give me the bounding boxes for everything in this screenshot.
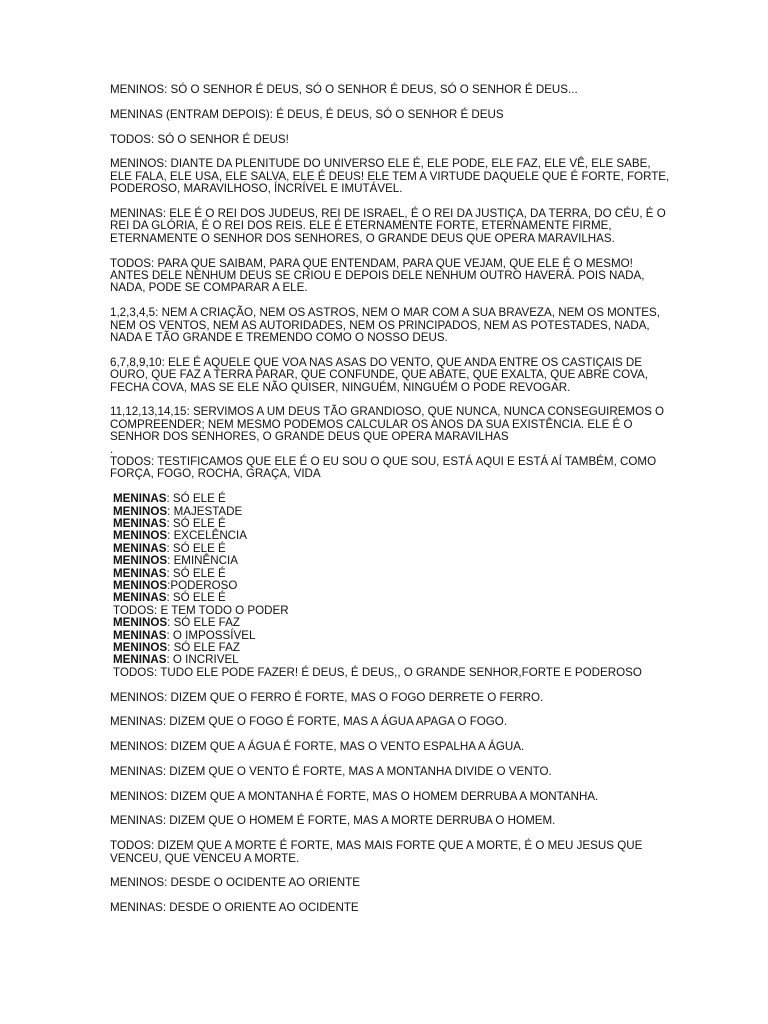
dialogue-text: SÓ ELE É <box>172 566 226 580</box>
speaker-separator: : <box>167 504 174 518</box>
speaker-separator: : <box>166 541 173 555</box>
speaker-separator: : <box>166 628 173 642</box>
speaker-separator: : <box>166 653 173 667</box>
speaker-separator: : <box>167 578 171 592</box>
speaker-label: MENINAS <box>113 492 167 506</box>
paragraph: MENINAS: DIZEM QUE O VENTO É FORTE, MAS A MONTANHA DIVIDE O VENTO. <box>110 764 552 778</box>
speaker-label: MENINAS <box>113 653 167 667</box>
paragraph: TODOS: SÓ O SENHOR É DEUS! <box>110 132 289 146</box>
dialogue-text: SÓ ELE É <box>172 492 226 506</box>
speaker-separator: : <box>167 529 174 543</box>
speaker-separator: : <box>166 517 173 531</box>
speaker-label: MENINAS <box>113 517 167 531</box>
speaker-separator: : <box>167 554 174 568</box>
dialogue-list <box>113 493 670 679</box>
paragraph: 11,12,13,14,15: SERVIMOS A UM DEUS TÃO GRANDIOSO, QUE NUNCA, NUNCA CONSEGUIREMOS O COMPREENDER; NEM MESMO PODEMOS CALCULAR OS ANOS DA SUA EXISTÊNCIA. ELE É O SENHOR DOS SENHORES, O GRANDE DEUS QUE OPERA MARAVILHAS <box>110 405 665 444</box>
speaker-label: MENINAS <box>113 591 167 605</box>
paragraph: MENINAS: DESDE O ORIENTE AO OCIDENTE <box>110 901 359 915</box>
speaker-label: MENINOS <box>113 529 168 543</box>
paragraph: 1,2,3,4,5: NEM A CRIAÇÃO, NEM OS ASTROS, NEM O MAR COM A SUA BRAVEZA, NEM OS MONTES, NEM OS VENTOS, NEM AS AUTORIDADES, NEM OS PRINCIPADOS, NEM AS POTESTADES, NADA, NADA E TÃO GRANDE E TREMENDO COMO O NOSSO DEUS. <box>110 306 660 345</box>
speaker-separator: : <box>166 492 173 506</box>
speaker-label: MENINAS <box>113 541 167 555</box>
dialogue-text: SÓ ELE É <box>172 591 226 605</box>
dialogue-text: SÓ ELE FAZ <box>173 640 240 654</box>
dialogue-text: O INCRIVEL <box>172 653 239 667</box>
speaker-label: MENINOS <box>113 504 168 518</box>
dialogue-text: MAJESTADE <box>173 504 243 518</box>
dialogue-text: O IMPOSSÍVEL <box>172 628 256 642</box>
dialogue-text: PODEROSO <box>170 578 238 592</box>
speaker-label: MENINAS <box>113 628 167 642</box>
speaker-label: MENINOS <box>113 640 168 654</box>
speaker-label: MENINOS <box>113 616 168 630</box>
speaker-label: MENINOS <box>113 554 168 568</box>
paragraph: MENINOS: DIZEM QUE O FERRO É FORTE, MAS O FOGO DERRETE O FERRO. <box>110 690 544 704</box>
document-body <box>110 84 670 927</box>
paragraph: MENINOS: SÓ O SENHOR É DEUS, SÓ O SENHOR É DEUS, SÓ O SENHOR É DEUS... <box>110 83 578 96</box>
paragraph: MENINOS: DIZEM QUE A MONTANHA É FORTE, MAS O HOMEM DERRUBA A MONTANHA. <box>110 789 599 803</box>
speaker-separator: : <box>166 591 173 605</box>
dialogue-text: TODOS: TUDO ELE PODE FAZER! É DEUS, É DEUS,, O GRANDE SENHOR,FORTE E PODEROSO <box>113 665 642 679</box>
paragraph: TODOS: DIZEM QUE A MORTE É FORTE, MAS MAIS FORTE QUE A MORTE, É O MEU JESUS QUE VENCEU, QUE VENCEU A MORTE. <box>110 839 643 865</box>
paragraph: MENINOS: DIZEM QUE A ÁGUA É FORTE, MAS O VENTO ESPALHA A ÁGUA. <box>110 740 525 754</box>
paragraph: MENINOS: DIANTE DA PLENITUDE DO UNIVERSO ELE É, ELE PODE, ELE FAZ, ELE VÊ, ELE SABE, ELE FALA, ELE USA, ELE SALVA, ELE É DEUS! ELE TEM A VIRTUDE DAQUELE QUE É FORTE, FORTE, PODEROSO, MARAVILHOSO, ÍNCRÍVEL E IMUTÁVEL. <box>110 157 670 196</box>
speaker-label: MENINOS <box>113 578 168 592</box>
speaker-label: MENINAS <box>113 566 167 580</box>
paragraph: MENINAS (ENTRAM DEPOIS): É DEUS, É DEUS, SÓ O SENHOR É DEUS <box>110 107 504 121</box>
paragraph: MENINOS: DESDE O OCIDENTE AO ORIENTE <box>110 876 360 890</box>
paragraph: MENINAS: ELE É O REI DOS JUDEUS, REI DE ISRAEL, É O REI DA JUSTIÇA, DA TERRA, DO CÉU, É O REI DA GLÓRIA, É O REI DOS REIS. ELE É ETERNAMENTE FORTE, ETERNAMENTE FIRME, ETERNAMENTE O SENHOR DOS SENHORES, O GRANDE DEUS QUE OPERA MARAVILHAS. <box>110 207 666 245</box>
dialogue-text: SÓ ELE É <box>172 541 226 555</box>
paragraph: 6,7,8,9,10: ELE É AQUELE QUE VOA NAS ASAS DO VENTO, QUE ANDA ENTRE OS CASTIÇAIS DE OURO, QUE FAZ A TERRA PARAR, QUE CONFUNDE, QUE ABATE, QUE EXALTA, QUE ABRE COVA, FECHA COVA, MAS SE ELE NÃO QUISER, NINGUÉM, NINGUÉM O PODE REVOGAR. <box>110 355 648 394</box>
dialogue-text: SÓ ELE FAZ <box>173 616 240 630</box>
paragraph: TODOS: TESTIFICAMOS QUE ELE É O EU SOU O QUE SOU, ESTÁ AQUI E ESTÁ AÍ TAMBÉM, COMO FORÇA, FOGO, ROCHA, GRAÇA, VIDA <box>110 455 657 481</box>
paragraph: MENINAS: DIZEM QUE O HOMEM É FORTE, MAS A MORTE DERRUBA O HOMEM. <box>110 814 556 828</box>
speaker-separator: : <box>166 566 173 580</box>
stray-dot: . <box>110 442 114 456</box>
dialogue-text: SÓ ELE É <box>172 517 226 531</box>
speaker-separator: : <box>167 616 174 630</box>
dialogue-text: EXCELÊNCIA <box>173 529 248 543</box>
paragraph: MENINAS: DIZEM QUE O FOGO É FORTE, MAS A ÁGUA APAGA O FOGO. <box>110 715 508 729</box>
dialogue-line <box>113 667 670 679</box>
speaker-separator: : <box>167 640 174 654</box>
dialogue-text: EMINÊNCIA <box>173 554 238 568</box>
paragraph: TODOS: PARA QUE SAIBAM, PARA QUE ENTENDAM, PARA QUE VEJAM, QUE ELE É O MESMO! ANTES DELE NENHUM DEUS SE CRIOU E DEPOIS DELE NENHUM OUTRO HAVERÁ. POIS NADA, NADA, PODE SE COMPARAR A ELE. <box>110 256 645 295</box>
dialogue-text: TODOS: E TEM TODO O PODER <box>113 603 289 617</box>
